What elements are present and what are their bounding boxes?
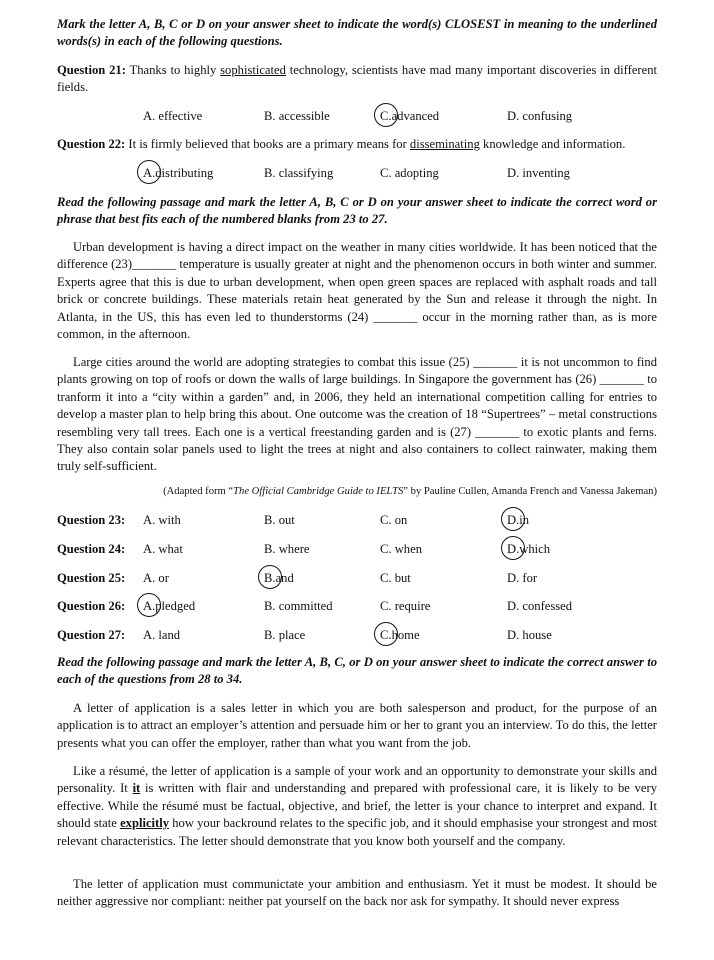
option-a[interactable] <box>143 107 202 125</box>
option-text: what <box>155 542 183 556</box>
underlined-word: disseminating <box>409 137 480 151</box>
option-b[interactable] <box>264 107 330 125</box>
option-text: but <box>391 571 411 585</box>
reading-paragraph-3: The letter of application must communictate your ambition and enthusiasm. Yet it must be modest. It should be neither aggressive nor compliant: neither pat yourself on the back nor ask for sympathy. It should never express <box>57 877 657 909</box>
option-text: where <box>275 542 310 556</box>
option-text: confessed <box>519 599 573 613</box>
option-c[interactable] <box>380 164 439 182</box>
option-a[interactable] <box>143 511 181 529</box>
instruction-synonyms: Mark the letter A, B, C or D on your answer sheet to indicate the word(s) CLOSEST in meaning to the underlined words(s) in each of the following questions. <box>57 17 657 49</box>
option-a[interactable] <box>143 540 183 558</box>
option-text: land <box>155 628 181 642</box>
option-c[interactable] <box>380 626 420 644</box>
option-b[interactable] <box>264 540 309 558</box>
option-letter: D. <box>507 628 520 642</box>
option-letter: C. <box>380 571 392 585</box>
option-text: advanced <box>391 109 440 123</box>
option-c[interactable] <box>380 569 411 587</box>
question-22 <box>57 136 657 153</box>
option-d[interactable] <box>507 626 552 644</box>
option-a[interactable] <box>143 626 180 644</box>
circled-answer-letter: D. <box>507 513 520 527</box>
option-letter: D. <box>507 599 520 613</box>
question-label: Question 22: <box>57 137 126 151</box>
option-letter: C. <box>380 599 392 613</box>
question-label: Question 24: <box>57 542 126 556</box>
option-text: house <box>519 628 552 642</box>
option-text: for <box>519 571 538 585</box>
option-b[interactable] <box>264 626 305 644</box>
question-label: Question 21: <box>57 63 126 77</box>
passage-paragraph-1: Urban development is having a direct impact on the weather in many cities worldwide. It has been noticed that the difference (23)_______ temperature is usually greater at night and the phenomenon occurs in both winter and summer. Experts agree that this is due to urban development, when open green spaces are replaced with asphalt roads and tall brick or concrete buildings. These materials retain heat generated by the Sun and release it through the night. In Atlanta, in the US, this has even led to thunderstorms (24) _______ occur in the morning rather than, as is more common, in the afternoon. <box>57 240 657 342</box>
circled-answer-letter: D. <box>507 542 520 556</box>
option-text: require <box>391 599 431 613</box>
option-letter: D. <box>507 109 520 123</box>
source-citation <box>57 485 657 499</box>
reading-paragraph-2 <box>57 763 657 850</box>
option-text: with <box>155 513 181 527</box>
question-text: knowledge and information. <box>479 137 626 151</box>
option-letter: A. <box>143 513 156 527</box>
option-text: confusing <box>519 109 573 123</box>
reading-paragraph-1: A letter of application is a sales letter in which you are both salesperson and product, for the purpose of an application is to attract an employer’s attention and persuade him or her to grant you an interview. To do this, the letter presents what you can offer the employer, rather than what you want from the job. <box>57 701 657 750</box>
citation-title: The Official Cambridge Guide to IELTS <box>233 486 404 497</box>
option-text: classifying <box>275 166 334 180</box>
option-a[interactable] <box>143 597 195 615</box>
option-a[interactable] <box>143 569 169 587</box>
option-d[interactable] <box>507 511 529 529</box>
option-b[interactable] <box>264 569 294 587</box>
option-b[interactable] <box>264 164 333 182</box>
option-b[interactable] <box>264 511 295 529</box>
option-letter: B. <box>264 109 276 123</box>
circled-answer-letter: A. <box>143 166 156 180</box>
option-text: inventing <box>519 166 570 180</box>
options-21 <box>57 107 657 125</box>
underlined-word: it <box>132 781 141 796</box>
option-b[interactable] <box>264 597 333 615</box>
question-label: Question 26: <box>57 599 126 613</box>
option-letter: D. <box>507 166 520 180</box>
question-label: Question 25: <box>57 571 126 585</box>
option-text: place <box>275 628 306 642</box>
question-21 <box>57 62 657 97</box>
option-c[interactable] <box>380 597 430 615</box>
option-letter: A. <box>143 571 156 585</box>
option-letter: C. <box>380 166 392 180</box>
underlined-word: explicitly <box>120 816 170 831</box>
passage-paragraph-2: Large cities around the world are adopting strategies to combat this issue (25) _______ it is not uncommon to find plants growing on top of roofs or down the walls of large buildings. In Singapore the government has (26) _______ to tranform it into a “city within a garden” and, in 2006, they held an international competition calling for entries to develop a master plan to help bring this about. One outcome was the creation of 18 “Supertrees” – metal constructions resembling very tall trees. Each one is a vertical freestanding garden and is (27) _______ to exotic plants and ferns. They also contain solar panels used to light the trees at night and also containers to collect rainwater, making them truly self-sufficient. <box>57 355 657 474</box>
instruction-reading: Read the following passage and mark the letter A, B, C, or D on your answer sheet to indicate the correct answer to each of the questions from 28 to 34. <box>57 655 657 687</box>
option-d[interactable] <box>507 540 550 558</box>
option-c[interactable] <box>380 511 407 529</box>
question-24 <box>57 540 657 558</box>
text: is written with flair and understanding and prepared with professional care, it is likely to be very effective. While the résumé must be factual, objective, and brief, the letter is your chance to interpret and expand. It should state <box>57 781 658 831</box>
question-25 <box>57 569 657 587</box>
option-letter: B. <box>264 599 276 613</box>
option-c[interactable] <box>380 540 422 558</box>
option-text: adopting <box>391 166 439 180</box>
option-letter: A. <box>143 628 156 642</box>
option-text: effective <box>155 109 203 123</box>
question-27 <box>57 626 657 644</box>
option-letter: A. <box>143 542 156 556</box>
option-d[interactable] <box>507 597 572 615</box>
question-23 <box>57 511 657 529</box>
citation-text: ” by Pauline Cullen, Amanda French and Vanessa Jakeman) <box>403 486 657 497</box>
option-text: which <box>519 542 551 556</box>
option-letter: A. <box>143 109 156 123</box>
question-text: Thanks to highly <box>125 63 221 77</box>
option-letter: B. <box>264 628 276 642</box>
text: Like a résumé, the letter of application is a sample of your work and an opportunity to demonstrate your skills and personality. It <box>57 764 657 796</box>
circled-answer-letter: C. <box>380 628 392 642</box>
underlined-word: sophisticated <box>220 63 286 77</box>
option-a[interactable] <box>143 164 213 182</box>
instruction-cloze: Read the following passage and mark the letter A, B, C or D on your answer sheet to indicate the correct word or phrase that best fits each of the numbered blanks from 23 to 27. <box>57 195 657 227</box>
options-22 <box>57 164 657 182</box>
option-text: in <box>519 513 530 527</box>
option-d[interactable] <box>507 164 570 182</box>
option-text: home <box>391 628 420 642</box>
option-letter: B. <box>264 166 276 180</box>
option-text: accessible <box>275 109 330 123</box>
option-d[interactable] <box>507 107 572 125</box>
option-text: pledged <box>155 599 196 613</box>
question-26 <box>57 597 657 615</box>
option-text: and <box>275 571 294 585</box>
text: how your backround relates to the specific job, and it should emphasise your strongest and most relevant characteristics. The letter should demonstrate that you know both yourself and the company. <box>57 816 657 848</box>
option-text: or <box>155 571 169 585</box>
question-label: Question 23: <box>57 513 126 527</box>
option-text: distributing <box>155 166 214 180</box>
option-letter: B. <box>264 513 276 527</box>
option-letter: D. <box>507 571 520 585</box>
option-text: when <box>391 542 422 556</box>
circled-answer-letter: A. <box>143 599 156 613</box>
circled-answer-letter: C. <box>380 109 392 123</box>
option-text: committed <box>275 599 333 613</box>
option-d[interactable] <box>507 569 537 587</box>
option-text: on <box>391 513 408 527</box>
option-c[interactable] <box>380 107 439 125</box>
question-text: It is firmly believed that books are a primary means for <box>125 137 410 151</box>
citation-text: (Adapted form “ <box>163 486 234 497</box>
option-letter: C. <box>380 542 392 556</box>
option-letter: C. <box>380 513 392 527</box>
circled-answer-letter: B. <box>264 571 276 585</box>
question-label: Question 27: <box>57 628 126 642</box>
option-text: out <box>275 513 295 527</box>
question-text: technology, scientists have mad many important discoveries in different fields. <box>57 63 657 95</box>
option-letter: B. <box>264 542 276 556</box>
